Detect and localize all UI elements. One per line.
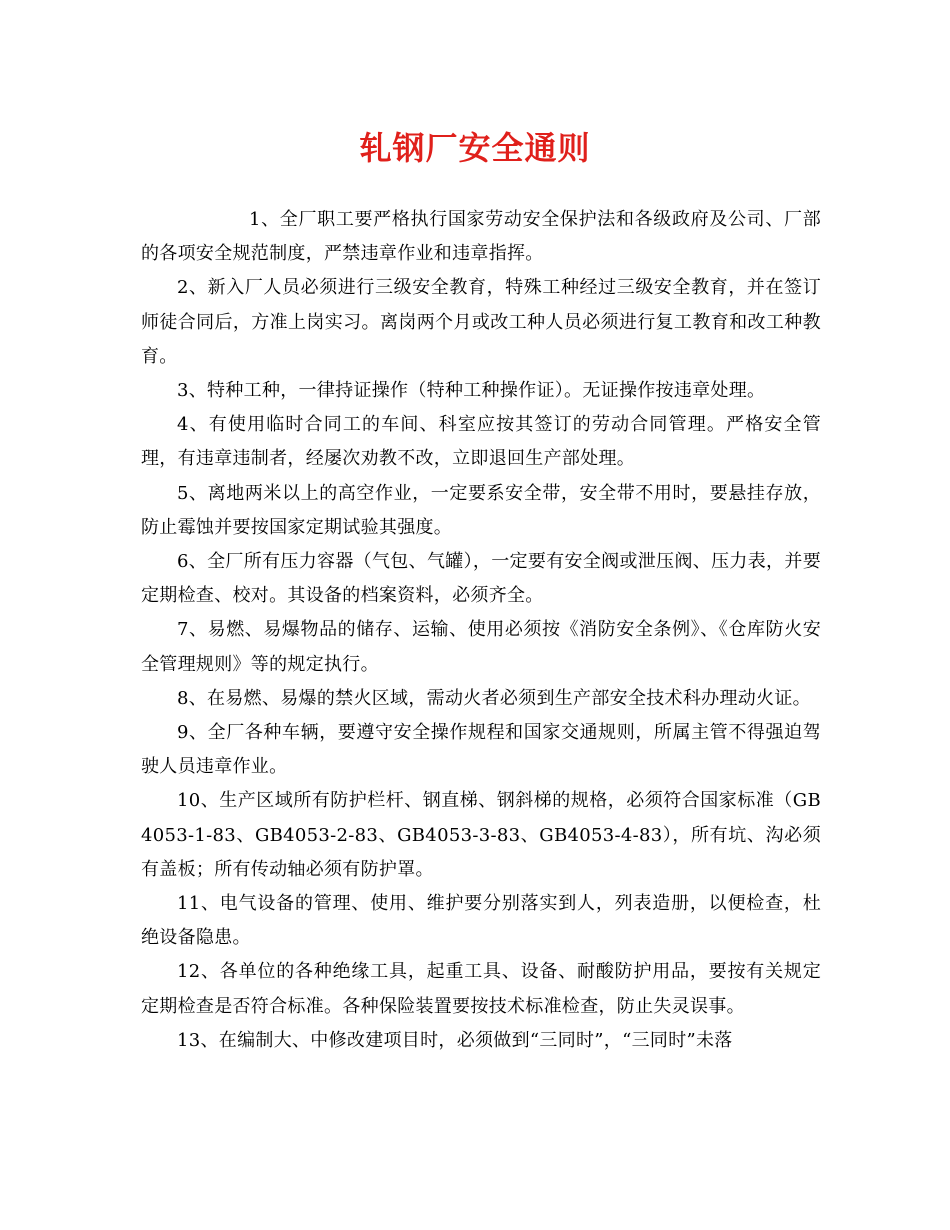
paragraph-3: 3、特种工种，一律持证操作（特种工种操作证）。无证操作按违章处理。 [177,380,766,402]
paragraph-6: 6、全厂所有压力容器（气包、气罐），一定要有安全阀或泄压阀、压力表，并要定期检查、校对。其设备的档案资料，必须齐全。 [141,551,821,607]
paragraph-2: 2、新入厂人员必须进行三级安全教育，特殊工种经过三级安全教育，并在签订师徒合同后，方准上岗实习。离岗两个月或改工种人员必须进行复工教育和改工种教育。 [141,277,821,367]
paragraph-10: 10、生产区域所有防护栏杆、钢直梯、钢斜梯的规格，必须符合国家标准（GB4053-1-83、GB4053-2-83、GB4053-3-83、GB4053-4-83），所有坑、沟必须有盖板；所有传动轴必须有防护罩。 [141,790,821,880]
paragraph-7: 7、易燃、易爆物品的储存、运输、使用必须按《消防安全条例》、《仓库防火安全管理规则》等的规定执行。 [141,619,821,675]
paragraph-11: 11、电气设备的管理、使用、维护要分别落实到人，列表造册，以便检查，杜绝设备隐患。 [141,893,821,949]
paragraph-9: 9、全厂各种车辆，要遵守安全操作规程和国家交通规则，所属主管不得强迫驾驶人员违章作业。 [141,722,821,778]
paragraph-8: 8、在易燃、易爆的禁火区域，需动火者必须到生产部安全技术科办理动火证。 [177,687,811,709]
paragraph-12: 12、各单位的各种绝缘工具，起重工具、设备、耐酸防护用品，要按有关规定定期检查是否符合标准。各种保险装置要按技术标准检查，防止失灵误事。 [141,961,821,1017]
document-title: 轧钢厂安全通则 [359,129,591,167]
document-body [141,203,821,1058]
paragraph-13: 13、在编制大、中修改建项目时，必须做到“三同时”，“三同时”未落 [177,1029,733,1051]
paragraph-1: 1、全厂职工要严格执行国家劳动安全保护法和各级政府及公司、厂部的各项安全规范制度，严禁违章作业和违章指挥。 [141,209,821,265]
paragraph-4: 4、有使用临时合同工的车间、科室应按其签订的劳动合同管理。严格安全管理，有违章违制者，经屡次劝教不改，立即退回生产部处理。 [141,414,821,470]
paragraph-5: 5、离地两米以上的高空作业，一定要系安全带，安全带不用时，要悬挂存放，防止霉蚀并要按国家定期试验其强度。 [141,482,821,538]
